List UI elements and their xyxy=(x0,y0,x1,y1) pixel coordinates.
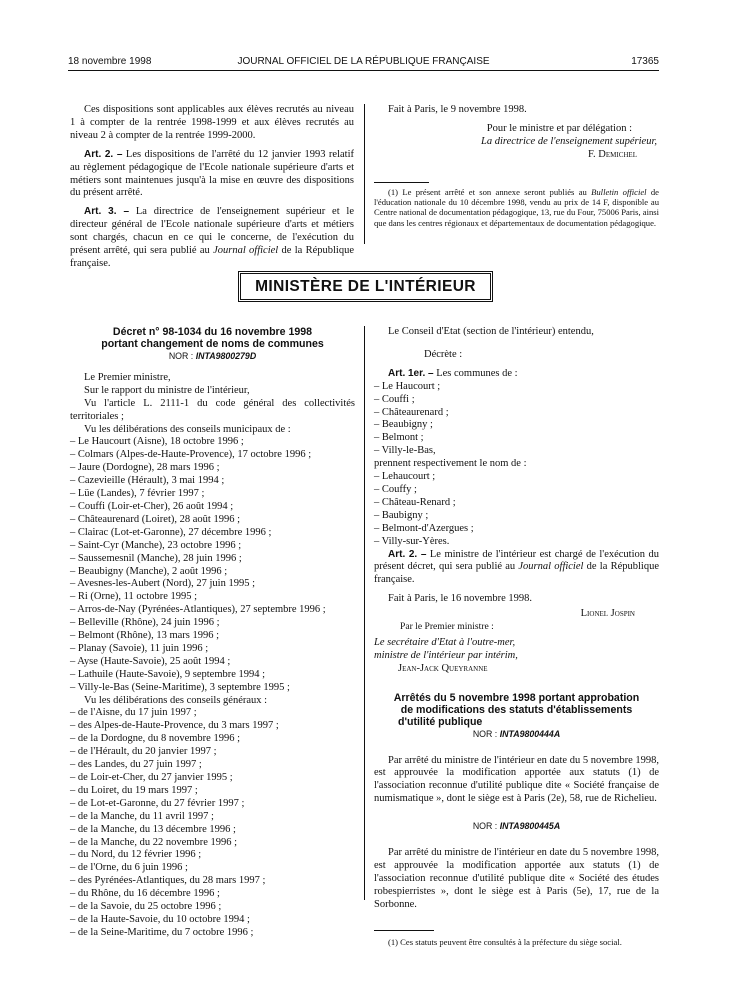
article-label: Art. 1er. – xyxy=(388,367,434,379)
general-deliberation-item: – de l'Aisne, du 17 juin 1997 ; xyxy=(70,707,197,719)
article-text: Le ministre de l'intérieur est chargé de l'exécution du présent décret, qui sera publié au xyxy=(374,548,659,573)
general-deliberation-item: – des Alpes-de-Haute-Provence, du 3 mars 1997 ; xyxy=(70,720,279,732)
signer-name: F. Demichel xyxy=(588,148,637,160)
municipal-deliberation-item: – Cazevieille (Hérault), 3 mai 1994 ; xyxy=(70,475,225,487)
municipal-deliberation-item: – Planay (Savoie), 11 juin 1996 ; xyxy=(70,642,209,654)
ministry-heading-wrap xyxy=(0,271,731,302)
article-text: de la République française. xyxy=(70,245,354,269)
footnote xyxy=(374,187,659,229)
municipal-deliberation-item: – Le Haucourt (Aisne), 18 octobre 1996 ; xyxy=(70,436,244,448)
arretes-title-line1: Arrêtés du 5 novembre 1998 portant approbation xyxy=(393,691,640,704)
municipal-deliberation-item: – Lüe (Landes), 7 février 1997 ; xyxy=(70,488,205,500)
article-text: Les dispositions de l'arrêté du 12 janvier 1993 relatif au règlement pédagogique de l'Ecole nationale supérieure d'arts et métiers sont maintenues jusqu'à la mise en œuvre des dispositions du présent arrêté. xyxy=(70,148,354,199)
commune-new-name-item: – Lehaucourt ; xyxy=(374,471,436,483)
communes-new-names-list xyxy=(374,471,659,548)
article-text: Les communes de : xyxy=(433,367,518,379)
conseil-etat: Le Conseil d'Etat (section de l'intérieur) entendu, xyxy=(388,326,594,337)
header-date: 18 novembre 1998 xyxy=(68,56,152,67)
header-rule xyxy=(68,70,659,71)
commune-old-name-item: – Villy-le-Bas, xyxy=(374,445,436,457)
journal-officiel-ref: Journal officiel xyxy=(518,561,584,573)
nor-label: NOR : xyxy=(472,728,500,739)
footnote-rule xyxy=(374,930,434,931)
article-3-top xyxy=(70,206,354,271)
decret-title-line2: portant changement de noms de communes xyxy=(101,338,324,350)
header-page-number: 17365 xyxy=(631,56,659,67)
footnote-text: de l'éducation nationale du 10 décembre 1998, vendu au prix de 14 F, disponible au Centre national de documentation pédagogique, 13, rue du Four, 75006 Paris, ainsi que dans les centres régionaux et départementaux de documentation pédagogique. xyxy=(374,186,659,228)
commune-old-name-item: – Le Haucourt ; xyxy=(374,380,441,392)
municipal-deliberation-item: – Belmont (Rhône), 13 mars 1996 ; xyxy=(70,630,220,642)
nor-label: NOR : xyxy=(168,351,196,361)
general-deliberation-item: – de la Seine-Maritime, du 7 octobre 1996 ; xyxy=(70,926,254,938)
municipal-deliberation-item: – Jaure (Dordogne), 28 mars 1996 ; xyxy=(70,462,220,474)
signer-secretaire: Jean-Jack Queyranne xyxy=(398,662,488,674)
arrete-paragraph-2: Par arrêté du ministre de l'intérieur en date du 5 novembre 1998, est approuvée la modification apportée aux statuts (1) de l'association reconnue d'utilité publique dite « Société des études robespierristes », dont le siège est à Paris (5e), 17, rue de la Sorbonne. xyxy=(374,847,659,910)
nor-code: INTA9800444A xyxy=(499,728,561,739)
general-deliberation-item: – du Nord, du 12 février 1996 ; xyxy=(70,849,202,861)
general-deliberation-item: – de l'Orne, du 6 juin 1996 ; xyxy=(70,862,188,874)
arretes-footnote: (1) Ces statuts peuvent être consultés à la préfecture du siège social. xyxy=(388,936,622,947)
municipal-deliberation-item: – Clairac (Lot-et-Garonne), 27 décembre 1996 ; xyxy=(70,526,272,538)
municipal-deliberation-item: – Châteaurenard (Loiret), 28 août 1996 ; xyxy=(70,513,240,525)
municipal-deliberation-item: – Saint-Cyr (Manche), 23 octobre 1996 ; xyxy=(70,539,242,551)
article-text: La directrice de l'enseignement supérieur et le directeur général de l'Ecole nationale supérieure d'arts et métiers sont chargés, chacun en ce qui le concerne, de l'exécution du présent arrêté, qui sera publié au xyxy=(70,206,354,257)
commune-new-name-item: – Belmont-d'Azergues ; xyxy=(374,522,474,534)
top-left-column xyxy=(70,104,354,271)
column-divider-top xyxy=(364,104,365,244)
decret-left-column xyxy=(70,326,355,940)
article-2 xyxy=(374,549,659,588)
municipal-deliberation-item: – Saussemesnil (Manche), 28 juin 1996 ; xyxy=(70,552,242,564)
municipal-deliberations-list xyxy=(70,436,355,694)
general-deliberation-item: – des Pyrénées-Atlantiques, du 28 mars 1997 ; xyxy=(70,875,266,887)
decret-title-line1: Décret n° 98-1034 du 16 novembre 1998 xyxy=(112,326,313,338)
municipal-deliberation-item: – Beaubigny (Manche), 2 août 1996 ; xyxy=(70,565,228,577)
general-deliberation-item: – de Loir-et-Cher, du 27 janvier 1995 ; xyxy=(70,772,233,783)
arretes-title-line2: de modifications des statuts d'établissements xyxy=(400,703,633,716)
article-label: Art. 3. – xyxy=(84,206,130,218)
article-label: Art. 2. – xyxy=(388,548,427,560)
municipal-deliberation-item: – Ayse (Haute-Savoie), 25 août 1994 ; xyxy=(70,655,231,667)
arretes-nor-2 xyxy=(374,820,659,833)
header-journal-title: JOURNAL OFFICIEL DE LA RÉPUBLIQUE FRANÇAISE xyxy=(237,56,490,67)
municipal-deliberation-item: – Couffi (Loir-et-Cher), 26 août 1994 ; xyxy=(70,500,234,512)
footnote-text: (1) Le présent arrêté et son annexe seront publiés au xyxy=(388,186,592,197)
article-text: de la République française. xyxy=(374,561,659,586)
article-label: Art. 2. – xyxy=(84,148,123,160)
article-2-top xyxy=(70,149,354,201)
commune-new-name-item: – Couffy ; xyxy=(374,483,417,495)
paragraph-dispositions: Ces dispositions sont applicables aux élèves recrutés au niveau 1 à compter de la rentrée 1998-1999 et aux élèves recrutés au niveau 2 à compter de la rentrée 1999-2000. xyxy=(70,104,354,141)
decret-nor xyxy=(70,350,355,363)
secretary-role-line1: Le secrétaire d'Etat à l'outre-mer, xyxy=(374,636,516,648)
delegation-line: Pour le ministre et par délégation : xyxy=(486,122,632,134)
commune-old-name-item: – Couffi ; xyxy=(374,393,415,405)
municipal-deliberation-item: – Lathuile (Haute-Savoie), 9 septembre 1994 ; xyxy=(70,668,266,680)
commune-old-name-item: – Beaubigny ; xyxy=(374,419,433,431)
general-deliberation-item: – de l'Hérault, du 20 janvier 1997 ; xyxy=(70,746,217,758)
municipal-deliberation-item: – Avesnes-les-Aubert (Nord), 27 juin 1995 ; xyxy=(70,578,255,590)
nor-code: INTA9800279D xyxy=(195,351,257,361)
commune-old-name-item: – Châteaurenard ; xyxy=(374,406,449,418)
municipal-deliberation-item: – Ri (Orne), 11 octobre 1995 ; xyxy=(70,591,198,603)
general-deliberation-item: – de la Haute-Savoie, du 10 octobre 1994 ; xyxy=(70,913,250,925)
decrete: Décrète : xyxy=(424,348,463,360)
municipal-deliberation-item: – Colmars (Alpes-de-Haute-Provence), 17 octobre 1996 ; xyxy=(70,449,312,461)
journal-officiel-ref: Journal officiel xyxy=(213,245,279,257)
fait-a-paris: Fait à Paris, le 9 novembre 1998. xyxy=(388,104,527,115)
communes-old-names-list xyxy=(374,381,659,458)
general-deliberation-item: – du Loiret, du 19 mars 1997 ; xyxy=(70,784,198,796)
bulletin-officiel-ref: Bulletin officiel xyxy=(591,186,647,197)
sur-le-rapport: Sur le rapport du ministre de l'intérieur, xyxy=(84,384,250,396)
commune-new-name-item: – Villy-sur-Yères. xyxy=(374,535,450,547)
signer-premier-ministre: Lionel Jospin xyxy=(580,608,635,620)
ministry-heading: MINISTÈRE DE L'INTÉRIEUR xyxy=(238,271,493,302)
footnote-rule xyxy=(374,182,429,183)
general-deliberation-item: – de la Manche, du 11 avril 1997 ; xyxy=(70,810,214,822)
nor-code: INTA9800445A xyxy=(499,821,561,832)
commune-new-name-item: – Baubigny ; xyxy=(374,509,429,521)
general-deliberation-item: – des Landes, du 27 juin 1997 ; xyxy=(70,759,202,771)
column-divider-main xyxy=(364,326,365,900)
secretary-role-line2: ministre de l'intérieur par intérim, xyxy=(374,649,518,661)
top-right-column xyxy=(374,104,659,228)
general-deliberations-list xyxy=(70,707,355,939)
general-deliberation-item: – de la Dordogne, du 8 novembre 1996 ; xyxy=(70,733,241,745)
municipal-deliberation-item: – Belleville (Rhône), 24 juin 1996 ; xyxy=(70,617,220,629)
running-header xyxy=(68,56,659,70)
arretes-nor-1 xyxy=(374,728,659,741)
prennent-line: prennent respectivement le nom de : xyxy=(374,458,527,470)
decret-right-column xyxy=(374,326,659,947)
municipal-deliberation-item: – Arros-de-Nay (Pyrénées-Atlantiques), 27 septembre 1996 ; xyxy=(70,604,326,616)
par-le-premier-ministre: Par le Premier ministre : xyxy=(400,621,494,633)
general-deliberation-item: – de Lot-et-Garonne, du 27 février 1997 ; xyxy=(70,797,245,809)
vu-article: Vu l'article L. 2111-1 du code général des collectivités territoriales ; xyxy=(70,397,355,422)
signer-role: La directrice de l'enseignement supérieur, xyxy=(481,135,657,147)
vu-generaux: Vu les délibérations des conseils généraux : xyxy=(84,694,268,706)
arretes-title-line3: d'utilité publique xyxy=(398,715,483,728)
vu-municipaux: Vu les délibérations des conseils municipaux de : xyxy=(84,423,291,435)
arrete-paragraph-1: Par arrêté du ministre de l'intérieur en date du 5 novembre 1998, est approuvée la modification apportée aux statuts (1) de l'association reconnue d'utilité publique dite « Société française de numismatique », dont le siège est à Paris (2e), 58, rue de Richelieu. xyxy=(374,754,659,805)
commune-new-name-item: – Château-Renard ; xyxy=(374,496,456,508)
premier-ministre: Le Premier ministre, xyxy=(84,371,171,383)
commune-old-name-item: – Belmont ; xyxy=(374,432,424,444)
municipal-deliberation-item: – Villy-le-Bas (Seine-Maritime), 3 septembre 1995 ; xyxy=(70,681,290,693)
general-deliberation-item: – de la Manche, du 13 décembre 1996 ; xyxy=(70,823,236,835)
fait-a-paris-decret: Fait à Paris, le 16 novembre 1998. xyxy=(388,593,533,605)
general-deliberation-item: – du Rhône, du 16 décembre 1996 ; xyxy=(70,888,220,900)
general-deliberation-item: – de la Manche, du 22 novembre 1996 ; xyxy=(70,836,238,848)
general-deliberation-item: – de la Savoie, du 25 octobre 1996 ; xyxy=(70,901,222,913)
nor-label: NOR : xyxy=(472,821,500,832)
article-1 xyxy=(374,368,659,381)
